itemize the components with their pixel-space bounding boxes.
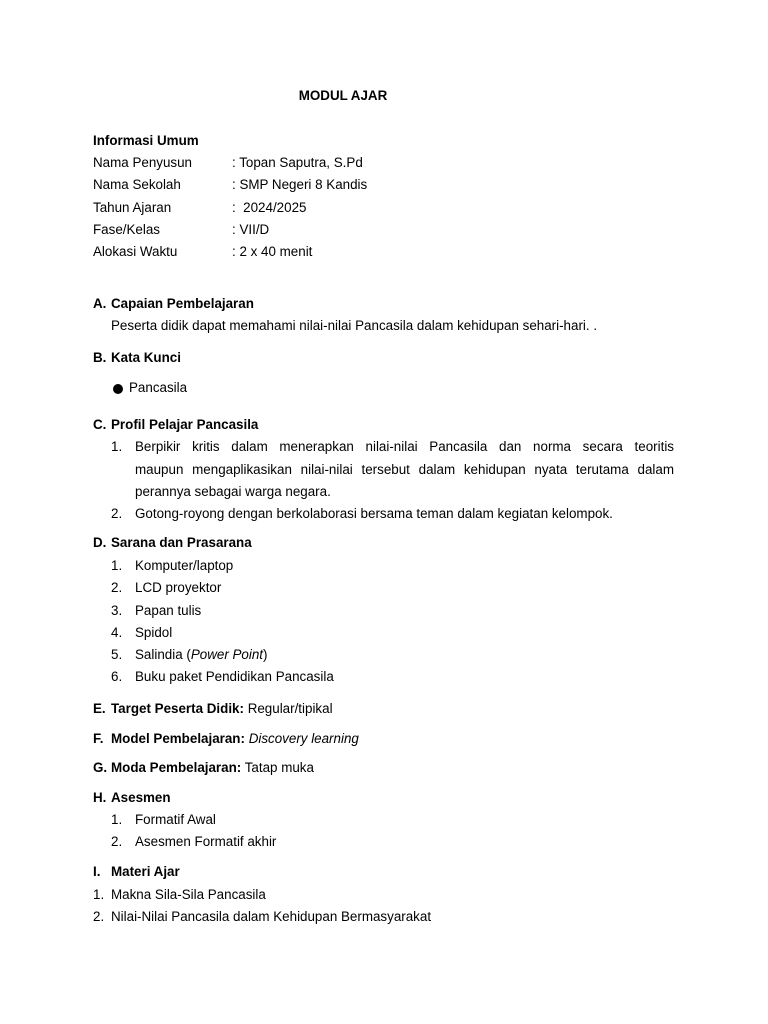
section-h-item-num: 2.: [111, 834, 123, 849]
section-i-letter: I.: [93, 864, 101, 879]
section-d-item-num: 2.: [111, 580, 123, 595]
section-d-item-num: 5.: [111, 647, 123, 662]
section-d-letter: D.: [93, 535, 107, 550]
section-d-item-num: 4.: [111, 625, 123, 640]
document-title: MODUL AJAR: [298, 88, 388, 103]
info-value-alokasi: : 2 x 40 menit: [232, 244, 313, 259]
section-e-line: [111, 701, 333, 717]
section-f-line: [111, 731, 359, 747]
section-d-item-text: Buku paket Pendidikan Pancasila: [135, 669, 334, 684]
info-label-penyusun: Nama Penyusun: [93, 155, 192, 170]
section-c-title: Profil Pelajar Pancasila: [111, 417, 259, 432]
section-h-item-num: 1.: [111, 812, 123, 827]
section-f-value: Discovery learning: [248, 731, 359, 746]
section-f-letter: F.: [93, 731, 104, 746]
section-d-item-num: 3.: [111, 603, 123, 618]
section-d-title: Sarana dan Prasarana: [111, 535, 252, 550]
section-c-item1-line1: Berpikir kritis dalam menerapkan nilai-nilai Pancasila dan norma secara teoritis: [135, 439, 674, 454]
bullet-icon: [113, 384, 123, 394]
section-b-letter: B.: [93, 350, 107, 365]
section-d-item-num: 1.: [111, 558, 123, 573]
section-d-item-text: Komputer/laptop: [135, 558, 234, 573]
section-i-title: Materi Ajar: [111, 864, 180, 879]
section-a-text: Peserta didik dapat memahami nilai-nilai Pancasila dalam kehidupan sehari-hari. .: [111, 318, 598, 333]
section-c-item2-num: 2.: [111, 506, 123, 521]
info-heading: Informasi Umum: [93, 133, 199, 148]
section-b-title: Kata Kunci: [111, 350, 181, 365]
info-value-fase: : VII/D: [232, 222, 270, 237]
info-value-penyusun: : Topan Saputra, S.Pd: [232, 155, 363, 170]
section-g-title: Moda Pembelajaran:: [111, 760, 242, 775]
info-label-fase: Fase/Kelas: [93, 222, 160, 237]
section-b-bullet-text: Pancasila: [129, 380, 188, 395]
section-h-letter: H.: [93, 790, 107, 805]
section-i-item-text: Makna Sila-Sila Pancasila: [111, 887, 266, 902]
section-e-letter: E.: [93, 701, 106, 716]
section-e-value: Regular/tipikal: [243, 701, 333, 716]
info-label-tahun: Tahun Ajaran: [93, 200, 172, 215]
section-i-item-num: 1.: [93, 887, 105, 902]
section-i-item-text: Nilai-Nilai Pancasila dalam Kehidupan Bermasyarakat: [111, 909, 432, 924]
section-d-item-text: LCD proyektor: [135, 580, 222, 595]
section-e-title: Target Peserta Didik:: [111, 701, 244, 716]
section-f-title: Model Pembelajaran:: [111, 731, 245, 746]
section-i-item-num: 2.: [93, 909, 105, 924]
section-g-value: Tatap muka: [241, 760, 314, 775]
section-d-item-text: Spidol: [135, 625, 173, 640]
section-c-item1-num: 1.: [111, 439, 123, 454]
section-d-item-num: 6.: [111, 669, 123, 684]
section-a-letter: A.: [93, 296, 107, 311]
info-label-sekolah: Nama Sekolah: [93, 177, 181, 192]
salindia-italic: Power Point: [190, 647, 264, 662]
section-c-item1-line2: maupun mengaplikasikan nilai-nilai tersebut dalam kehidupan nyata terutama dalam: [135, 462, 674, 477]
info-label-alokasi: Alokasi Waktu: [93, 244, 178, 259]
section-c-item2-text: Gotong-royong dengan berkolaborasi bersama teman dalam kegiatan kelompok.: [135, 506, 613, 521]
section-d-item-text: [135, 647, 268, 663]
section-h-title: Asesmen: [111, 790, 171, 805]
section-g-line: [111, 760, 314, 776]
section-h-item-text: Formatif Awal: [135, 812, 216, 827]
salindia-text: Salindia (: [135, 647, 191, 662]
salindia-after: ): [263, 647, 268, 662]
section-h-item-text: Asesmen Formatif akhir: [135, 834, 277, 849]
section-d-item-text: Papan tulis: [135, 603, 202, 618]
info-value-tahun: : 2024/2025: [232, 200, 307, 215]
section-c-item1-line3: perannya sebagai warga negara.: [135, 484, 331, 499]
section-c-letter: C.: [93, 417, 107, 432]
info-value-sekolah: : SMP Negeri 8 Kandis: [232, 177, 368, 192]
section-g-letter: G.: [93, 760, 108, 775]
section-a-title: Capaian Pembelajaran: [111, 296, 254, 311]
